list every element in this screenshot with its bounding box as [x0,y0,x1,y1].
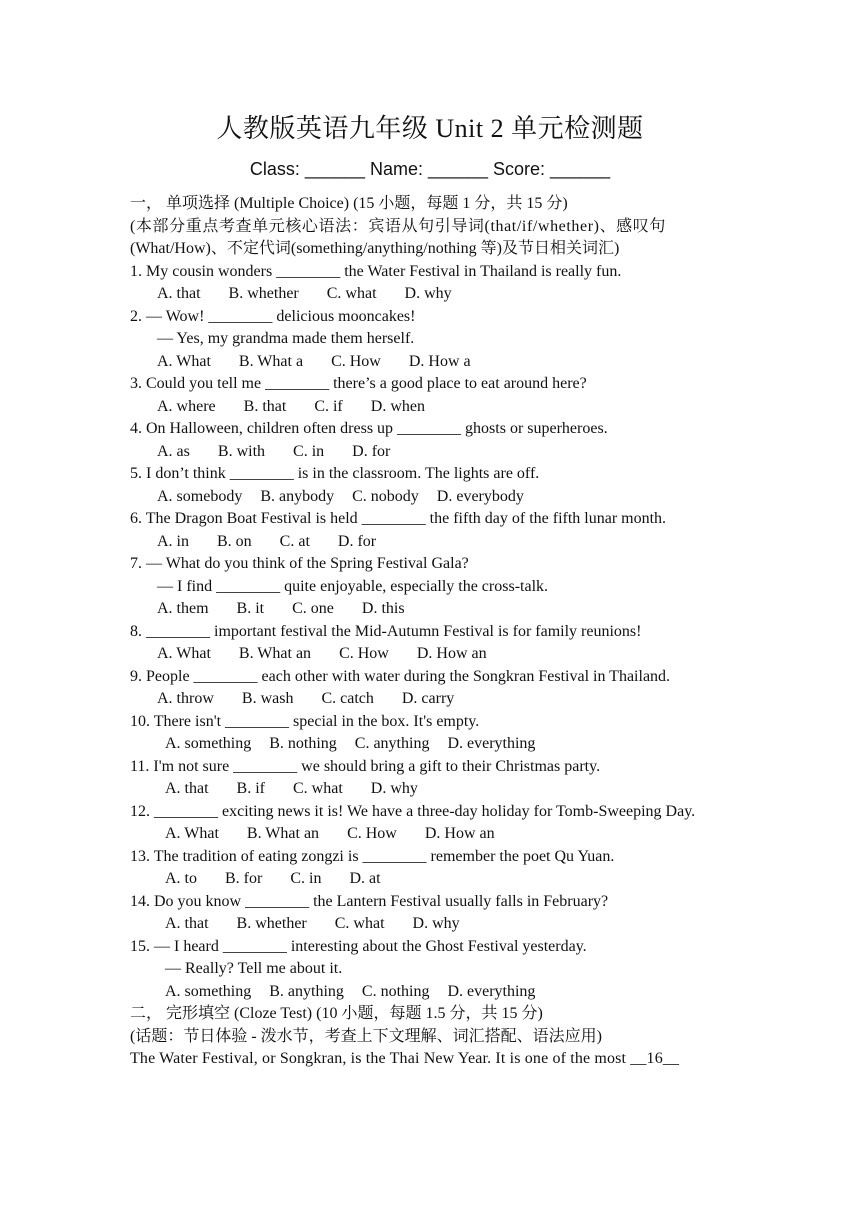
question-5: 5. I don’t think ________ is in the classroom. The lights are off. [130,465,540,482]
question-15-options [130,981,730,1004]
question-5-options [130,486,730,509]
option-c: C. nobody [352,487,419,505]
option-d: D. How an [416,645,487,662]
option-b: B. it [236,600,265,617]
option-b: B. if [236,780,265,797]
section-2-note: (话题：节日体验 - 泼水节，考查上下文理解、词汇搭配、语法应用) [130,1027,602,1045]
option-c: C. How [339,645,389,662]
option-b: B. whether [236,915,307,932]
question-8-options [130,643,730,666]
question-4-options [130,441,730,464]
question-7-reply: — I find ________ quite enjoyable, especially the cross-talk. [157,577,549,595]
question-3: 3. Could you tell me ________ there’s a good place to eat around here? [130,375,587,392]
option-a: A. them [157,600,209,617]
question-1: 1. My cousin wonders ________ the Water Festival in Thailand is really fun. [130,262,622,280]
option-c: C. in [293,442,325,460]
question-8: 8. ________ important festival the Mid-Autumn Festival is for family reunions! [130,622,642,640]
option-b: B. wash [241,690,294,707]
question-9: 9. People ________ each other with water during the Songkran Festival in Thailand. [130,667,671,685]
option-b: B. nothing [269,735,337,752]
option-a: A. as [157,442,190,460]
option-b: B. that [243,397,287,415]
option-c: C. what [293,780,343,797]
option-a: A. that [165,915,209,932]
cloze-passage-start: The Water Festival, or Songkran, is the Thai New Year. It is one of the most __16__ [130,1050,680,1067]
question-3-options [130,396,730,419]
option-d: D. for [337,532,377,550]
question-11-options [130,778,730,801]
option-a: A. to [165,870,197,887]
class-name-score-line: Class: ______ Name: ______ Score: ______ [249,159,611,179]
question-7-options [130,598,730,621]
option-d: D. when [370,397,425,415]
option-d: D. why [404,285,452,302]
option-c: C. if [314,397,343,415]
question-1-options [130,283,730,306]
question-11: 11. I'm not sure ________ we should bring a gift to their Christmas party. [130,757,601,775]
question-12: 12. ________ exciting news it is! We have a three-day holiday for Tomb-Sweeping Day. [130,802,696,820]
option-b: B. anything [269,982,344,1000]
option-d: D. this [361,600,405,617]
question-2-reply: — Yes, my grandma made them herself. [157,330,415,347]
option-a: A. that [157,285,201,302]
section-1-heading: 一， 单项选择 (Multiple Choice) (15 小题，每题 1 分，共 15 分) [130,195,568,212]
option-d: D. at [349,870,381,887]
option-d: D. for [352,442,391,460]
option-c: C. How [331,352,381,370]
option-d: D. why [412,915,460,932]
exam-content [130,193,730,1071]
option-d: D. everything [447,735,536,752]
option-b: B. What an [246,825,320,842]
option-a: A. What [165,825,219,842]
option-d: D. everything [447,982,536,1000]
question-6: 6. The Dragon Boat Festival is held ________ the fifth day of the fifth lunar month. [130,510,667,527]
question-4: 4. On Halloween, children often dress up ________ ghosts or superheroes. [130,420,608,437]
question-13-options [130,868,730,891]
option-d: D. carry [401,690,455,707]
option-b: B. What a [238,352,304,370]
question-13: 13. The tradition of eating zongzi is ________ remember the poet Qu Yuan. [130,847,615,865]
option-a: A. somebody [157,487,243,505]
option-b: B. with [217,442,266,460]
question-15: 15. — I heard ________ interesting about the Ghost Festival yesterday. [130,937,587,955]
option-c: C. How [347,825,397,842]
option-a: A. where [157,397,216,415]
question-9-options [130,688,730,711]
option-c: C. at [279,532,310,550]
option-c: C. in [290,870,322,887]
option-c: C. what [334,915,385,932]
section-2-heading: 二， 完形填空 (Cloze Test) (10 小题，每题 1.5 分，共 15 分) [130,1005,543,1022]
option-c: C. one [292,600,334,617]
option-b: B. for [225,870,263,887]
option-c: C. anything [354,735,430,752]
question-14: 14. Do you know ________ the Lantern Festival usually falls in February? [130,892,609,910]
page-title: 人教版英语九年级 Unit 2 单元检测题 [216,114,644,143]
question-10: 10. There isn't ________ special in the box. It's empty. [130,712,480,730]
section-1-note-line-2: (What/How)、不定代词(something/anything/nothing 等)及节日相关词汇) [130,240,620,257]
option-d: D. why [370,780,418,797]
question-6-options [130,531,730,554]
option-d: D. everybody [436,487,524,505]
option-a: A. in [157,532,189,550]
option-a: A. What [157,645,211,662]
option-d: D. How an [424,825,495,842]
question-7: 7. — What do you think of the Spring Festival Gala? [130,555,469,572]
option-a: A. What [157,352,211,370]
option-c: C. catch [321,690,374,707]
option-a: A. something [165,735,252,752]
question-12-options [130,823,730,846]
option-a: A. something [165,982,252,1000]
option-d: D. How a [408,352,471,370]
option-a: A. throw [157,690,214,707]
question-10-options [130,733,730,756]
option-b: B. anybody [260,487,335,505]
option-b: B. on [217,532,252,550]
option-c: C. nothing [361,982,430,1000]
option-b: B. What an [238,645,312,662]
option-c: C. what [326,285,377,302]
question-15-reply: — Really? Tell me about it. [165,960,343,977]
option-b: B. whether [228,285,299,302]
section-1-note-line-1: (本部分重点考查单元核心语法：宾语从句引导词(that/if/whether)、感叹句 [130,217,666,235]
question-2: 2. — Wow! ________ delicious mooncakes! [130,307,416,325]
question-2-options [130,351,730,374]
option-a: A. that [165,780,209,797]
question-14-options [130,913,730,936]
